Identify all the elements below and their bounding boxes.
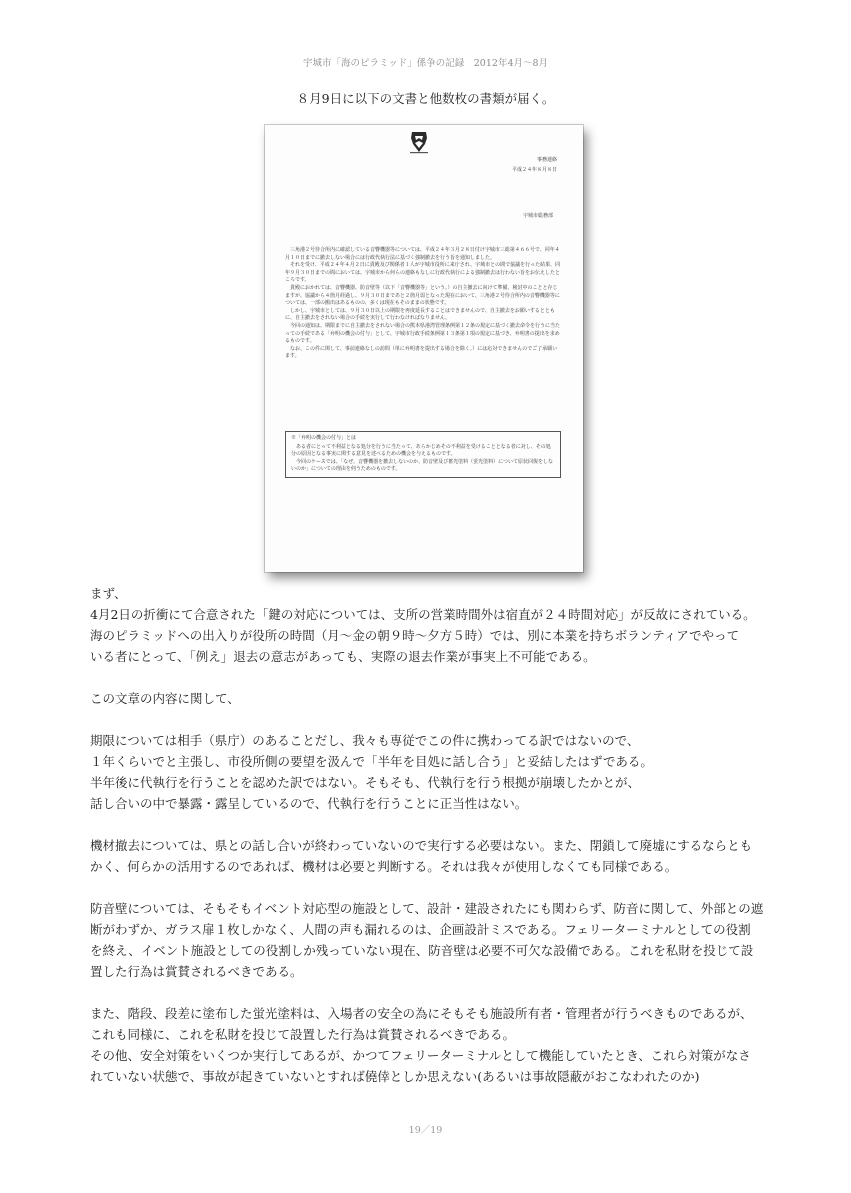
letter-date: 平成２４年８月８日 [511,167,557,173]
letter-paragraph: 三角港２号待合所内に確認している音響機器等については、平成２４年３月２８日付け宇城市三総第４６６号で、同年４月１０日までに撤去しない場合には行政代執行法に基づく強制撤去を行う旨を通知しました。 [285,247,560,261]
letter-body [285,247,561,361]
running-header: 宇城市「海のピラミッド」係争の記録 2012年4月～8月 [302,58,549,69]
commentary-paragraph: 防音壁については、そもそもイベント対応型の施設として、設計・建設されたにも関わらず、防音に関して、外部との遮 断がわずか、ガラス扉１枚しかなく、人間の声も漏れるのは、企画設計ミスである。フェリーターミナルとしての役割 を終え、イベント施設としての役割しか残っていない現在、防音壁は必要不可欠な設備である。これを私財を投じて設 置した行為は賞賛されるべきである。 [90,901,764,979]
commentary-paragraph: 期限については相手（県庁）のあることだし、我々も専従でこの件に携わってる訳ではないので、 １年くらいでと主張し、市役所側の要望を汲んで「半年を目処に話し合う」と妥結したはずである。 半年後に代執行を行うことを認めた訳ではない。そもそも、代執行を行う根拠が崩壊したかとが、 話し合いの中で暴露・露呈しているので、代執行を行うことに正当性はない。 [90,733,653,811]
letter-doc-type: 事務連絡 [536,157,557,163]
letter-sender: 宇城市総務部 [522,213,553,219]
letter-paragraph: 貴殿におかれては、音響機器、防音壁等（以下「音響機器等」という。）の自主撤去に向けて準備、検討中のことと存じますが、協議から４箇月経過し、９月３０日まであと２箇月弱となった現在において、三角港２号待合所内の音響機器等については、一部の搬出はあるものの、多くは現在もそのままの状態です。 [285,284,560,307]
note-text: ある者にとって不利益となる処分を行うに当たって、あらかじめその不利益を受けることとなる者に対し、その処分の原因となる事実に関する意見を述べるための機会を与えるものです。 [291,443,551,458]
commentary-paragraph: また、階段、段差に塗布した蛍光塗料は、入場者の安全の為にそもそも施設所有者・管理者が行うべきものであるが、 これも同様に、これを私財を投じて設置した行為は賞賛されるべきである。 その他、安全対策をいくつか実行してあるが、かつてフェリーターミナルとして機能していたとき、これら対策がなさ れていない状態で、事故が起きていないとすれば僥倖としか思えない(あるいは事故隠蔽がおこなわれたのか) [90,1006,753,1084]
commentary-body [90,583,770,1087]
intro-line: ８月9日に以下の文書と他数枚の書類が届く。 [296,91,555,106]
note-title: ※「弁明の機会の付与」とは [291,435,357,441]
page-number: 19／19 [408,1125,443,1136]
note-case: 今回のケースでは、「なぜ、音響機器を撤去しないのか、防音壁及び蓄光塗料（蛍光塗料）について原状回復をしないのか」についての理由を伺うためのものです。 [291,458,554,473]
municipal-emblem-icon [406,129,432,155]
letter-note-box [285,431,561,478]
scanned-letter [265,125,583,572]
commentary-paragraph: この文章の内容に関して、 [90,691,240,706]
commentary-paragraph: 機材撤去については、県との話し合いが終わっていないので実行する必要はない。また、閉鎖して廃墟にするならとも かく、何らかの活用するのであれば、機材は必要と判断する。それは我々が使用しなくても同様である。 [90,838,753,874]
letter-paragraph: しかし、宇城市としては、９月３０日以上の期限を再度延長することはできませんので、自主撤去をお願いするとともに、自主撤去をされない場合の手続を実行して行わなければなりません。 [285,307,555,322]
letter-paragraph: 今回の通知は、期限までに自主撤去をされない場合の熊本県港湾管理条例第１２条の規定に基づく撤去命令を行うに当たっての手続である「弁明の機会の付与」として、宇城市行政手続条例第１３条第１項の規定に基づき、弁明書の提出を求めるものです。 [285,322,561,345]
commentary-paragraph: まず、 4月2日の折衝にて合意された「鍵の対応については、支所の営業時間外は宿直が２４時間対応」が反故にされている。 海のピラミッドへの出入りが役所の時間（月～金の朝９時～夕方５時）では、別に本業を持ちボランティアでやって いる者にとって、「例え」退去の意志があっても、実際の退去作業が事実上不可能である。 [90,586,756,664]
letter-paragraph: なお、この件に関して、事前連絡なしの訪問（単に弁明書を提出する場合を除く。）には応対できませんのでご了承願います。 [285,345,558,360]
letter-paragraph: それを受け、平成２４年４月２日に貴殿及び関係者１人が宇城市役所に来庁され、宇城市との間で協議を行った結果、同年９月３０日までの間においては、宇城市から何らの連絡もなしに行政代執行による強制撤去は行わない旨をお伝えしたところです。 [285,262,561,284]
